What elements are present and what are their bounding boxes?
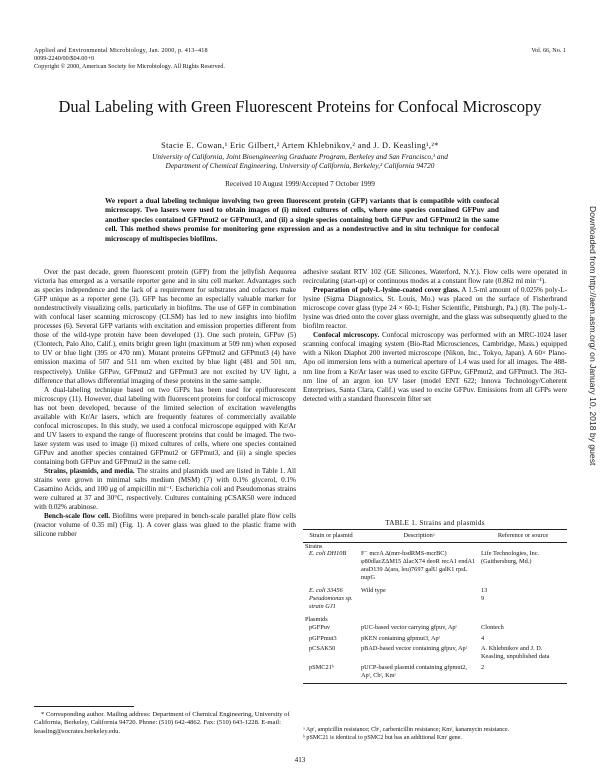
table-row: E. coli DH10B F⁻ mcrA Δ(mrr-hsdRMS-mcrBC) φ80dlacZΔM15 ΔlacX74 deoR recA1 endA1 araD139 Δ(ara, leu)7697 galU galK1 rpsL nupG Life Technologies, Inc. (Gaithersburg, Md.) [309, 550, 540, 581]
author-list: Stacie E. Cowan,¹ Eric Gilbert,² Artem Khlebnikov,² and J. D. Keasling¹,²* [161, 141, 439, 150]
methods-paragraph: Strains, plasmids, and media. The strains and plasmids used are listed in Table 1. All strains were grown in minimal salts medium (MSM) (7) with 0.1% glycerol, 0.1% Casamino Acids, and 100 μg of ampicillin ml⁻¹. Escherichia coli and Pseudomonas strains were cultured at 37 and 30°C, respectively. Cultures containing pCSAK50 were induced with 0.02% arabinose. [34, 467, 296, 512]
affiliations [40, 152, 560, 171]
intro-paragraph: Over the past decade, green fluorescent protein (GFP) from the jellyfish Aequorea victoria has emerged as a versatile reporter gene and in situ cell marker. Advantages such as species independence and the lack of a requirement for substrates and cofactors make GFP unique as a reporter gene (3). GFP has become an especially valuable marker for nondestructively visualizing cells, particularly in biofilms. The use of GFP in combination with confocal laser scanning microscopy (CLSM) has led to new insights into biofilm processes (6). Several GFP variants with excitation and emission properties different from those of the wild-type protein have been developed (1). One such protein, GFPuv (5) (Clontech, Palo Alto, Calif.), emits bright green light (maximum at 509 nm) when exposed to UV or blue light (395 or 470 nm). Mutant proteins GFPmut2 and GFPmut3 (4) have emission maxima of 507 and 511 nm when excited by blue light (481 and 501 nm, respectively). Unlike GFPuv, GFPmut2 and GFPmut3 are not excited by UV light, a difference that allows differential imaging of these proteins in the same sample. [34, 268, 296, 385]
methods-paragraph: Preparation of poly-L-lysine-coated cover glass. A 1.5-ml amount of 0.025% poly-L-lysine (Sigma Diagnostics, St. Louis, Mo.) was placed on the surface of Fisherbrand microscope cover glass (type 24 × 60-1; Fisher Scientific, Pittsburgh, Pa.) (8). The poly-L-lysine was dried onto the cover glass overnight, and the glass was subsequently glued to the biofilm reactor. [303, 286, 567, 331]
received-dates: Received 10 August 1999/Accepted 7 October 1999 [225, 180, 375, 188]
table-row: pSMC21ᵇ pUCP-based plasmid containing gfpmut2, Apʳ, Cbʳ, Kmʳ 2 [303, 661, 567, 684]
footnote-divider [34, 706, 134, 707]
section-heading: Strains, plasmids, and media. [44, 467, 135, 476]
section-heading: Confocal microscopy. [313, 331, 380, 340]
section-heading: Bench-scale flow cell. [44, 512, 111, 521]
table-row: E. coli 33456 Wild type 13 [309, 587, 488, 595]
table-row: Plasmids [305, 616, 328, 624]
methods-paragraph: Bench-scale flow cell. Biofilms were prepared in bench-scale parallel plate flow cells (reactor volume of 0.35 ml) (Fig. 1). A cover glass was glued to the plastic frame with silicone rubber [34, 512, 296, 539]
copyright: Copyright © 2000, American Society for Microbiology. All Rights Reserved. [34, 63, 225, 70]
column-header: Strain or plasmid [303, 530, 359, 543]
volume-issue: Vol. 66, No. 1 [531, 47, 566, 54]
table-footnotes [303, 726, 567, 742]
column-header: Reference or source [479, 530, 567, 543]
journal-citation: Applied and Environmental Microbiology, Jan. 2000, p. 413–418 [34, 47, 208, 54]
column-header: Descriptionᵃ [359, 530, 479, 543]
table-row: pGFPmut3 pKEN containing gfpmut3, Apʳ 4 [309, 634, 485, 642]
table-row: Strains [305, 542, 323, 550]
paper-title: Dual Labeling with Green Fluorescent Proteins for Confocal Microscopy [58, 97, 542, 116]
corresponding-author-footnote: * Corresponding author. Mailing address: Department of Chemical Engineering, University of California, Berkeley, California 94720. Phone: (510) 642-4862. Fax: (510) 643-1228. E-mail: keasling@socrates.berkeley.edu. [34, 711, 290, 735]
page-number: 413 [294, 756, 306, 764]
affiliation-line: Department of Chemical Engineering, University of California, Berkeley,² California 94720 [165, 161, 435, 171]
table-row: pCSAK50 pBAD-based vector containing gfpuv, Apʳ A. Khlebnikov and J. D. Keasling, unpublished data [309, 645, 550, 661]
abstract: We report a dual labeling technique involving two green fluorescent protein (GFP) variants that is compatible with confocal microscopy. Two lasers were used to obtain images of (i) mixed cultures of cells, where one species contained GFPuv and another species contained GFPmut2 or GFPmut3, and (ii) a single species containing both GFPuv and GFPmut2 in the same cell. This method shows promise for monitoring gene expression and as a nondestructive and in situ technique for confocal microscopy of multispecies biofilms. [105, 196, 499, 243]
issn: 0099-2240/00/$04.00+0 [34, 55, 95, 62]
download-watermark[interactable]: Downloaded from http://aem.asm.org/ on January 10, 2018 by guest [588, 206, 598, 466]
right-column [303, 268, 567, 404]
table-row: pGFPuv pUC-based vector carrying gfpuv, Apʳ Clontech [309, 624, 504, 632]
table-title: TABLE 1. Strains and plasmids [385, 519, 485, 527]
section-heading: Preparation of poly-L-lysine-coated cover glass. [313, 286, 460, 295]
affiliation-line: University of California, Joint Bioengineering Graduate Program, Berkeley and San Francisco,¹ and [152, 152, 448, 161]
table-footnote: ᵇ pSMC21 is identical to pSMC2 but has an additional Kmʳ gene. [303, 735, 462, 742]
table-footnote: ᵃ Apʳ, ampicillin resistance; Cbʳ, carbenicillin resistance; Kmʳ, kanamycin resistance. [303, 727, 510, 733]
left-column [34, 268, 296, 539]
intro-paragraph: A dual-labeling technique based on two GFPs has been used for epifluorescent microscopy (11). However, dual labeling with fluorescent proteins for confocal microscopy has not been developed, because of the limited selection of excitation wavelengths available with Kr/Ar lasers, which are frequently features of commercially available confocal microscopes. In this study, we used a confocal microscope equipped with Kr/Ar and UV lasers to expand the range of fluorescent proteins that could be imaged. The two-laser system was used to image (i) mixed cultures of cells, where one species contained GFPuv and another species contained GFPmut2 or GFPmut3, and (ii) a single species containing both GFPuv and GFPmut2 in the same cell. [34, 385, 296, 466]
table-row: Pseudomonas sp. strain GJ1 9 [309, 594, 485, 610]
methods-paragraph: Confocal microscopy. Confocal microscopy was performed with an MRC-1024 laser scanning confocal imaging system (Bio-Rad Microsciences, Cambridge, Mass.) equipped with a Nikon Diaphot 200 inverted microscope (Nikon, Inc., Tokyo, Japan). A 60× Plano-Apo oil immersion lens with a numerical aperture of 1.4 was used for all images. The 488-nm line from a Kr/Ar laser was used to excite GFPuv, GFPmut2, and GFPmut3. The 363-nm line of an argon ion UV laser (model ENT 622; Innova Technology/Coherent Enterprises, Santa Clara, Calif.) was used to excite GFPuv. Emissions from all GFPs were detected with a standard fluorescein filter set [303, 331, 567, 403]
methods-paragraph: adhesive sealant RTV 102 (GE Silicones, Waterford, N.Y.). Flow cells were operated in recirculating (start-up) or continuous modes at a constant flow rate (0.862 ml min⁻¹). [303, 268, 567, 286]
strains-plasmids-table [303, 529, 567, 684]
